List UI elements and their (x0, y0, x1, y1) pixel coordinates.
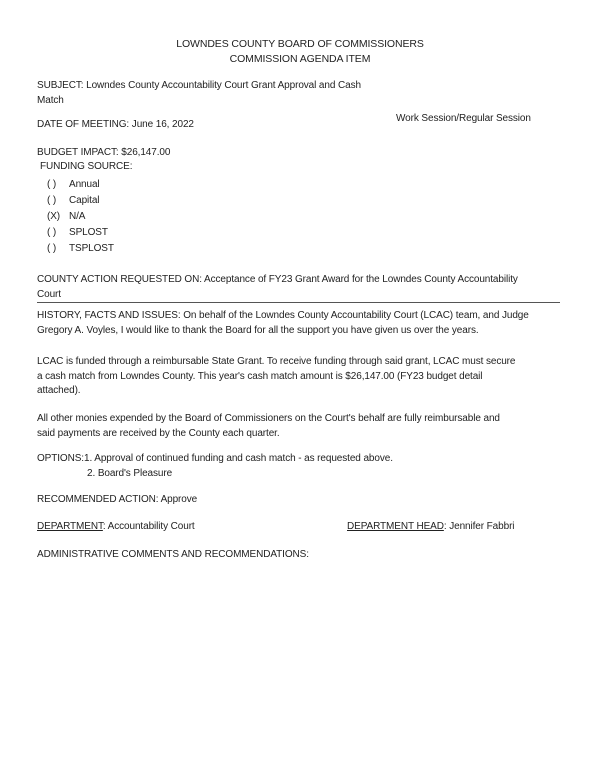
funding-mark: ( ) (47, 195, 57, 206)
funding-mark: ( ) (47, 179, 57, 190)
funding-option-label: TSPLOST (69, 243, 114, 254)
funding-option-label: Annual (69, 179, 100, 190)
subject-text-cont: Match (37, 95, 64, 106)
admin-comments: ADMINISTRATIVE COMMENTS AND RECOMMENDATIONS: (37, 549, 309, 560)
option-item: 2. Board's Pleasure (87, 468, 173, 479)
funding-mark: ( ) (47, 243, 57, 254)
history-text: attached). (37, 385, 81, 396)
budget-amount: $26,147.00 (121, 147, 171, 158)
header-subtitle: COMMISSION AGENDA ITEM (229, 53, 371, 65)
subject (37, 80, 361, 92)
header-title: LOWNDES COUNTY BOARD OF COMMISSIONERS (176, 38, 424, 50)
subject-label: SUBJECT: (37, 80, 84, 91)
options-label: OPTIONS: (37, 453, 84, 464)
department-label: DEPARTMENT (37, 521, 103, 532)
funding-option (47, 227, 108, 239)
funding-mark: ( ) (47, 227, 57, 238)
county-action-cont: Court (37, 289, 61, 300)
funding-option (47, 243, 114, 255)
department-value: : Accountability Court (102, 521, 195, 532)
history-text: All other monies expended by the Board of Commissioners on the Court's behalf are fully reimbursable and (37, 413, 500, 424)
history-text: said payments are received by the County each quarter. (37, 428, 280, 439)
recommended-action: RECOMMENDED ACTION: Approve (37, 494, 198, 505)
divider (37, 302, 560, 303)
history-text: Gregory A. Voyles, I would like to thank the Board for all the support you have given us over the years. (37, 325, 479, 336)
history-text: LCAC is funded through a reimbursable State Grant. To receive funding through said grant, LCAC must secure (37, 356, 516, 367)
department-head (347, 521, 514, 533)
funding-option-label: N/A (69, 211, 86, 222)
funding-mark: (X) (47, 211, 61, 222)
funding-option-label: SPLOST (69, 227, 108, 238)
history-text: a cash match from Lowndes County. This year's cash match amount is $26,147.00 (FY23 budget detail (37, 371, 483, 382)
history-text: HISTORY, FACTS AND ISSUES: On behalf of the Lowndes County Accountability Court (LCAC) team, and Judge (37, 310, 529, 321)
meeting-date-value: June 16, 2022 (131, 119, 194, 130)
session-type: Work Session/Regular Session (396, 113, 531, 124)
county-action: COUNTY ACTION REQUESTED ON: Acceptance of FY23 Grant Award for the Lowndes County Accountability (37, 274, 518, 285)
option-item: 1. Approval of continued funding and cash match - as requested above. (84, 453, 393, 464)
subject-text: Lowndes County Accountability Court Grant Approval and Cash (86, 80, 361, 91)
funding-option (47, 211, 85, 223)
funding-option (47, 179, 100, 191)
budget-label: BUDGET IMPACT: (37, 147, 119, 158)
funding-option (47, 195, 99, 207)
department (37, 521, 195, 533)
department-head-label: DEPARTMENT HEAD (347, 521, 444, 532)
funding-option-label: Capital (69, 195, 100, 206)
budget-impact (37, 147, 170, 159)
department-head-value: : Jennifer Fabbri (443, 521, 515, 532)
funding-label: FUNDING SOURCE: (40, 161, 133, 172)
meeting-date (37, 119, 194, 131)
meeting-label: DATE OF MEETING: (37, 119, 130, 130)
